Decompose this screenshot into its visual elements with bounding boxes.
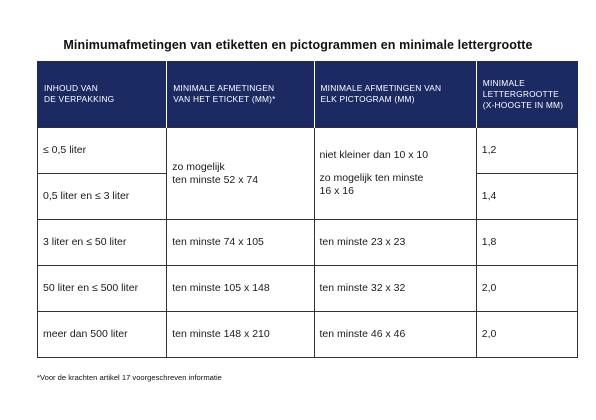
content-cell: meer dan 500 liter [38, 312, 167, 358]
label-size-cell: ten minste 74 x 105 [167, 220, 314, 266]
font-size-cell: 1,8 [476, 220, 577, 266]
header-line: ELK PICTOGRAM (MM) [320, 94, 415, 104]
table-title: Minimumafmetingen van etiketten en pictogrammen en minimale lettergrootte [63, 38, 533, 52]
merged-label-line: ten minste 52 x 74 [172, 173, 259, 186]
merged-pictogram-cell [314, 128, 476, 220]
table-row [38, 220, 578, 266]
line-gap [320, 162, 471, 172]
merged-label-cell [167, 128, 314, 220]
header-line: (X-HOOGTE IN MM) [482, 99, 564, 110]
header-font-size [476, 61, 577, 128]
table-header-row [38, 61, 578, 128]
label-size-table [37, 61, 578, 358]
header-line: INHOUD VAN [44, 83, 98, 93]
header-line: MINIMALE AFMETINGEN [173, 83, 275, 93]
merged-pictogram-line: zo mogelijk ten minste [319, 172, 424, 184]
table-row [38, 266, 578, 312]
header-line: DE VERPAKKING [44, 94, 115, 104]
merged-pictogram-line: 16 x 16 [319, 185, 354, 197]
content-cell: 0,5 liter en ≤ 3 liter [38, 174, 167, 220]
header-line: MINIMALE [482, 77, 525, 88]
pictogram-size-cell: ten minste 32 x 32 [314, 266, 476, 312]
table-row [38, 128, 578, 174]
header-line: MINIMALE AFMETINGEN VAN [320, 83, 442, 93]
pictogram-size-cell: ten minste 23 x 23 [314, 220, 476, 266]
footnote: *Voor de krachten artikel 17 voorgeschreven informatie [37, 373, 222, 382]
header-pictogram-dimensions [314, 61, 476, 128]
merged-label-line: zo mogelijk [172, 160, 225, 173]
label-size-cell: ten minste 105 x 148 [167, 266, 314, 312]
pictogram-size-cell: ten minste 46 x 46 [314, 312, 476, 358]
header-line: LETTERGROOTTE [482, 88, 559, 99]
content-cell: 3 liter en ≤ 50 liter [38, 220, 167, 266]
font-size-cell: 1,2 [476, 128, 577, 174]
content-cell: 50 liter en ≤ 500 liter [38, 266, 167, 312]
header-line: VAN HET ETICKET (MM)* [173, 94, 276, 104]
content-cell: ≤ 0,5 liter [38, 128, 167, 174]
header-label-dimensions [167, 61, 314, 128]
font-size-cell: 1,4 [476, 174, 577, 220]
label-size-cell: ten minste 148 x 210 [167, 312, 314, 358]
font-size-cell: 2,0 [476, 266, 577, 312]
table-row [38, 312, 578, 358]
header-package-content [38, 61, 167, 128]
merged-pictogram-line: niet kleiner dan 10 x 10 [319, 149, 429, 161]
font-size-cell: 2,0 [476, 312, 577, 358]
